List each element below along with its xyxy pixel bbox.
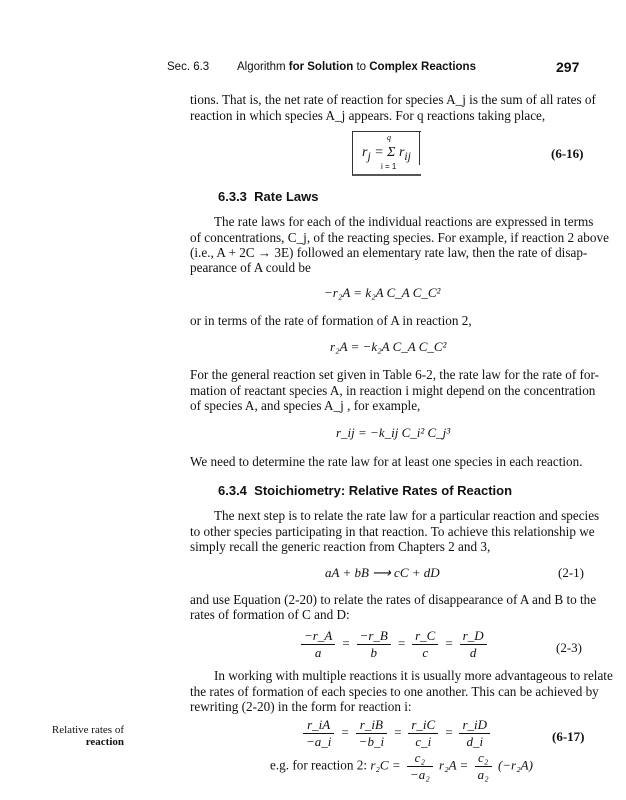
- paragraph-line: reaction in which species A_j appears. For q reactions taking place,: [190, 108, 546, 123]
- equals-sign: =: [441, 724, 457, 740]
- rate-law-equation: r₂A = −k₂A C_A C_C²: [330, 339, 447, 354]
- fraction: $\frac{r\_iC}{c\_i}$: [408, 717, 438, 750]
- header-title: Algorithm: [236, 61, 286, 73]
- paragraph-line: the rates of formation of each species to one another. This can be achieved by: [190, 684, 599, 699]
- equals-sign: =: [393, 635, 410, 651]
- fraction: $\frac{-r\_B}{b}$: [357, 628, 391, 661]
- section-number: Sec. 6.3: [167, 61, 210, 73]
- fraction: $\frac{r\_iB}{-b\_i}$: [356, 717, 387, 750]
- paragraph-line: We need to determine the rate law for at least one species in each reaction.: [190, 454, 583, 469]
- header-title: to: [353, 61, 370, 73]
- equation-number: (6-16): [551, 146, 584, 161]
- section-heading-6-3-4: 6.3.4 Stoichiometry: Relative Rates of Reaction: [218, 483, 513, 498]
- paragraph-line: rewriting (2-20) in the form for reaction i:: [190, 699, 412, 714]
- example-equation: e.g. for reaction 2: r₂C = $\frac{\text{c₂}}{\text{−a₂}}$ r₂A = $\frac{\text{c₂}}{\text{a₂}}$ (−r₂A): [270, 750, 533, 782]
- sum-upper-limit: q: [387, 133, 391, 142]
- fraction: $\frac{r\_iA}{-a\_i}$: [303, 717, 334, 750]
- paragraph-line: to other species participating in that reaction. To achieve this relationship we: [190, 524, 595, 539]
- equation-6-16: $r_j = \Sigma$ $r_{ij}$: [362, 145, 411, 163]
- header-title: for Solution: [285, 61, 354, 73]
- paragraph-line: The next step is to relate the rate law for a particular reaction and species: [214, 508, 600, 523]
- paragraph-line: In working with multiple reactions it is usually more advantageous to relate: [214, 668, 613, 683]
- running-header: [167, 61, 476, 73]
- margin-note: Relative rates of reaction: [51, 724, 124, 748]
- equals-sign: =: [441, 635, 457, 651]
- page-number: 297: [556, 59, 580, 75]
- paragraph-line: (i.e., A + 2C → 3E) followed an elementary rate law, then the rate of disap-: [190, 245, 588, 260]
- equals-sign: =: [338, 635, 354, 651]
- equals-sign: =: [390, 724, 406, 740]
- equation-number: (2-3): [556, 640, 582, 655]
- paragraph-line: simply recall the generic reaction from Chapters 2 and 3,: [190, 539, 491, 554]
- rate-law-equation: −r₂A = k₂A C_A C_C²: [324, 285, 441, 300]
- paragraph-line: For the general reaction set given in Table 6-2, the rate law for the rate of for-: [190, 367, 600, 382]
- fraction: $\frac{-r\_A}{a}$: [301, 628, 335, 661]
- section-heading-6-3-3: 6.3.3 Rate Laws: [218, 189, 319, 204]
- paragraph-line: and use Equation (2-20) to relate the rates of disappearance of A and B to the: [190, 592, 597, 607]
- header-title: Complex Reactions: [369, 61, 476, 73]
- equation-number: (2-1): [558, 565, 584, 580]
- equation-2-3: [298, 628, 490, 661]
- equals-sign: =: [337, 724, 353, 740]
- equation-box-edge: [419, 131, 420, 165]
- fraction: $\frac{r\_D}{d}$: [460, 628, 487, 661]
- sum-lower-limit: i = 1: [381, 162, 397, 171]
- fraction: $\frac{r\_iD}{d\_i}$: [459, 717, 490, 750]
- fraction: $\frac{r\_C}{c}$: [412, 628, 438, 661]
- paragraph-line: mation of reactant species A, in reaction i might depend on the concentration: [190, 383, 596, 398]
- equation-6-17: [300, 717, 493, 750]
- rate-law-equation: r_ij = −k_ij C_i² C_j³: [336, 425, 451, 440]
- paragraph-line: rates of formation of C and D:: [190, 607, 350, 622]
- paragraph-line: or in terms of the rate of formation of A in reaction 2,: [190, 313, 472, 328]
- paragraph-line: of species A, and species A_j , for example,: [190, 398, 421, 413]
- paragraph-line: of concentrations, C_j, of the reacting species. For example, if reaction 2 above: [190, 230, 609, 245]
- generic-reaction-equation: aA + bB ⟶ cC + dD: [325, 565, 440, 580]
- paragraph-line: tions. That is, the net rate of reaction for species A_j is the sum of all rates of: [190, 92, 596, 107]
- paragraph-line: The rate laws for each of the individual reactions are expressed in terms: [214, 214, 594, 229]
- paragraph-line: pearance of A could be: [190, 260, 311, 275]
- equation-number: (6-17): [552, 729, 585, 744]
